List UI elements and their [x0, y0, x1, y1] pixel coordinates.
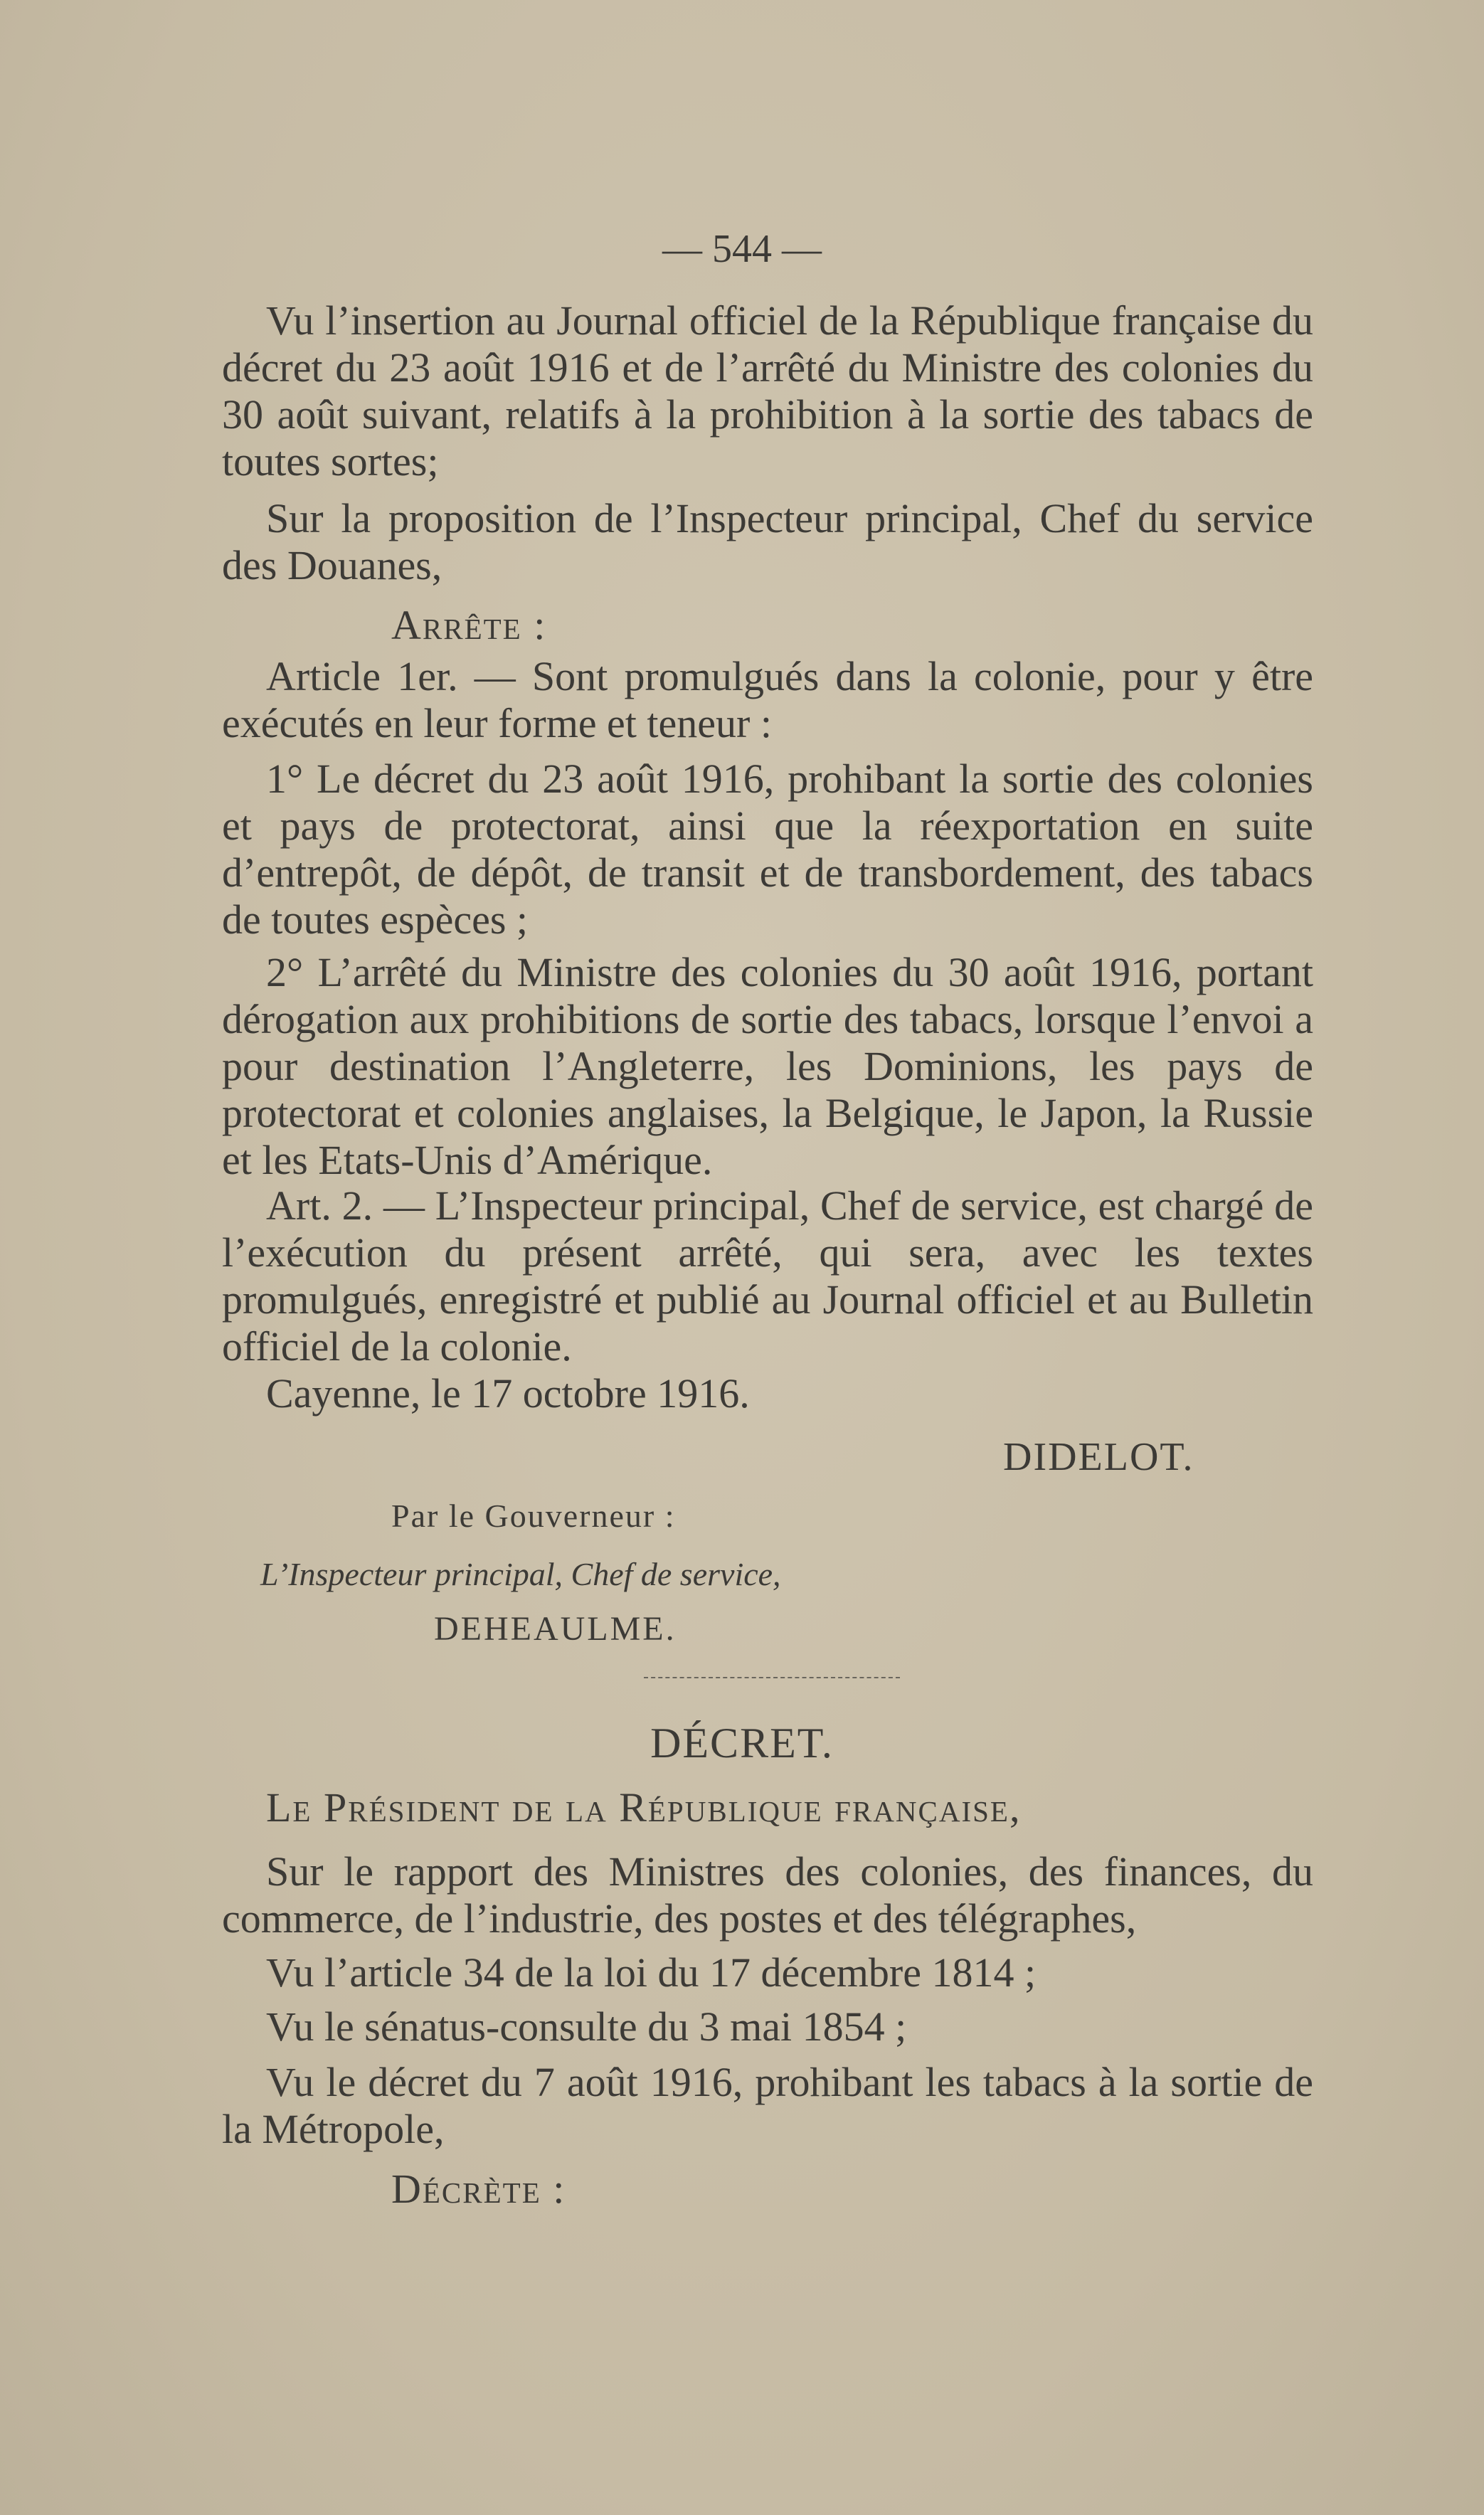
- separator-rule: [644, 1677, 900, 1678]
- signature-governor: DIDELOT.: [1003, 1435, 1194, 1479]
- decret-heading: DÉCRET.: [650, 1720, 834, 1767]
- decret-rapport: Sur le rapport des Ministres des colonies, des finances, du commerce, de l’industrie, des postes et des télégraphes,: [222, 1848, 1313, 1942]
- inspector-title: L’Inspecteur principal, Chef de service,: [260, 1556, 781, 1592]
- par-le-gouverneur: Par le Gouverneur :: [391, 1498, 676, 1534]
- date-line: Cayenne, le 17 octobre 1916.: [266, 1370, 750, 1417]
- paragraph-insertion: Vu l’insertion au Journal officiel de la République française du décret du 23 août 1916 et de l’arrêté du Ministre des colonies du 30 août suivant, relatifs à la prohibition à la sortie des tabacs de toutes sortes;: [222, 297, 1313, 485]
- arrete-heading: Arrête :: [391, 602, 547, 648]
- article-2: Art. 2. — L’Inspecteur principal, Chef de service, est chargé de l’exécution du présent arrêté, qui sera, avec les textes promulgués, enregistré et publié au Journal officiel et au Bulletin officiel de la colonie.: [222, 1182, 1313, 1370]
- signature-inspector: DEHEAULME.: [434, 1610, 677, 1648]
- decrete-heading: Décrète :: [391, 2166, 566, 2212]
- president-line: Le Président de la République française,: [266, 1784, 1022, 1831]
- paragraph-proposition: Sur la proposition de l’Inspecteur principal, Chef du service des Douanes,: [222, 495, 1313, 588]
- article-1: Article 1er. — Sont promulgués dans la colonie, pour y être exécutés en leur forme et teneur :: [222, 653, 1313, 746]
- item-2: 2° L’arrêté du Ministre des colonies du 30 août 1916, portant dérogation aux prohibitions de sortie des tabacs, lorsque l’envoi a pour destination l’Angleterre, les Dominions, les pays de protectorat et colonies anglaises, la Belgique, le Japon, la Russie et les Etats-Unis d’Amérique.: [222, 949, 1313, 1183]
- decret-7-aout: Vu le décret du 7 août 1916, prohibant les tabacs à la sortie de la Métropole,: [222, 2059, 1313, 2152]
- item-1: 1° Le décret du 23 août 1916, prohibant la sortie des colonies et pays de protectorat, ainsi que la réexportation en suite d’entrepôt, de dépôt, de transit et de transbordement, des tabacs de toutes espèces ;: [222, 756, 1313, 943]
- page-number: — 544 —: [662, 227, 822, 271]
- decret-article-34: Vu l’article 34 de la loi du 17 décembre 1814 ;: [266, 1949, 1037, 1996]
- decret-senatus-consulte: Vu le sénatus-consulte du 3 mai 1854 ;: [266, 2003, 907, 2050]
